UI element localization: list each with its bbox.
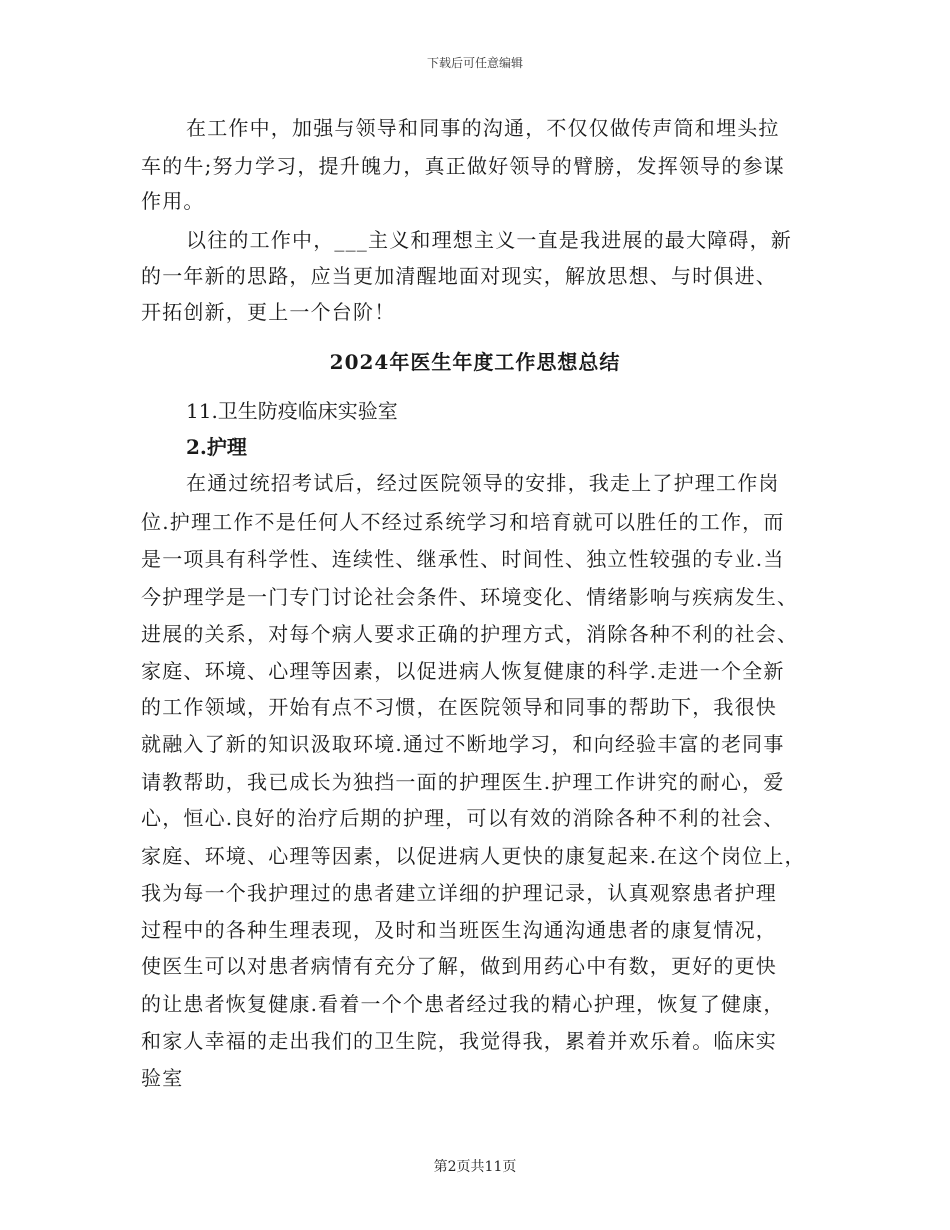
text-line: 作用。 — [141, 189, 205, 213]
text-line: 位.护理工作不是任何人不经过系统学习和培育就可以胜任的工作，而 — [141, 510, 785, 534]
article-title: 2024年医生年度工作思想总结 — [329, 350, 621, 374]
section-item-1: 11.卫生防疫临床实验室 — [186, 399, 398, 423]
text-line: 使医生可以对患者病情有充分了解，做到用药心中有数，更好的更快 — [141, 954, 777, 978]
text-line: 在通过统招考试后，经过医院领导的安排，我走上了护理工作岗 — [186, 471, 780, 495]
text-line: 家庭、环境、心理等因素，以促进病人恢复健康的科学.走进一个全新 — [141, 659, 785, 683]
page-number: 第2页共11页 — [433, 1159, 517, 1175]
text-line: 进展的关系，对每个病人要求正确的护理方式，消除各种不利的社会、 — [141, 622, 799, 646]
text-line: 过程中的各种生理表现，及时和当班医生沟通沟通患者的康复情况， — [141, 918, 777, 942]
text-line: 车的牛;努力学习，提升魄力，真正做好领导的臂膀，发挥领导的参谋 — [141, 154, 785, 178]
text-line: 和家人幸福的走出我们的卫生院，我觉得我，累着并欢乐着。临床实 — [141, 1029, 777, 1053]
text-line: 的让患者恢复健康.看着一个个患者经过我的精心护理，恢复了健康， — [141, 992, 785, 1016]
text-line: 心，恒心.良好的治疗后期的护理，可以有效的消除各种不利的社会、 — [141, 806, 785, 830]
header-note: 下载后可任意编辑 — [426, 56, 523, 70]
text-line: 以往的工作中，___主义和理想主义一直是我进展的最大障碍，新 — [186, 228, 792, 252]
text-line: 在工作中，加强与领导和同事的沟通，不仅仅做传声筒和埋头拉 — [186, 116, 780, 140]
text-line: 今护理学是一门专门讨论社会条件、环境变化、情绪影响与疾病发生、 — [141, 585, 799, 609]
text-line: 就融入了新的知识汲取环境.通过不断地学习，和向经验丰富的老同事 — [141, 732, 785, 756]
text-line: 家庭、环境、心理等因素，以促进病人更快的康复起来.在这个岗位上， — [141, 844, 806, 868]
text-line: 请教帮助，我已成长为独挡一面的护理医生.护理工作讲究的耐心，爱 — [141, 770, 785, 794]
text-line: 是一项具有科学性、连续性、继承性、时间性、独立性较强的专业.当 — [141, 547, 785, 571]
text-line: 开拓创新，更上一个台阶！ — [141, 300, 396, 324]
text-line: 的一年新的思路，应当更加清醒地面对现实，解放思想、与时俱进、 — [141, 264, 777, 288]
text-line: 验室 — [141, 1066, 184, 1090]
text-line: 的工作领域，开始有点不习惯，在医院领导和同事的帮助下，我很快 — [141, 695, 777, 719]
text-line: 我为每一个我护理过的患者建立详细的护理记录，认真观察患者护理 — [141, 881, 777, 905]
section-item-2: 2.护理 — [186, 435, 247, 459]
